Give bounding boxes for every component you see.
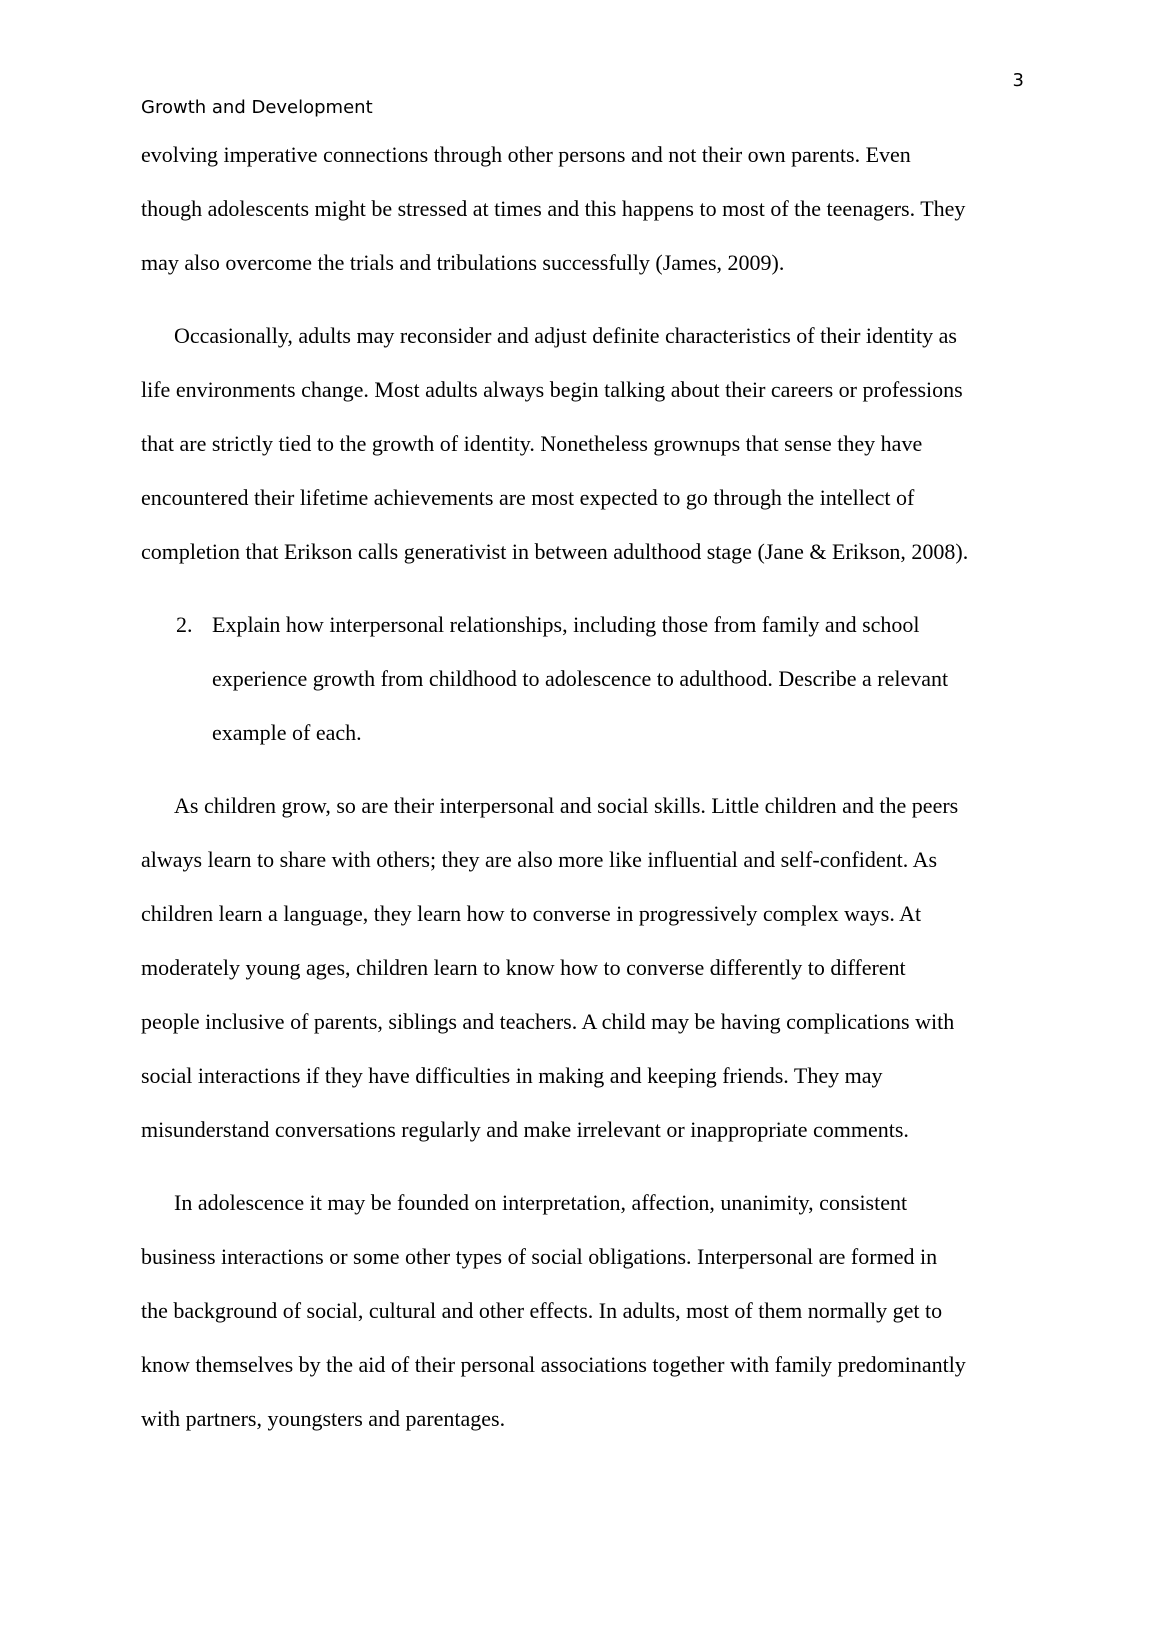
text-line: know themselves by the aid of their personal associations together with family predominantly xyxy=(141,1352,966,1377)
paragraph-adult-identity xyxy=(141,309,1031,579)
paragraph-continuation xyxy=(141,128,1031,290)
question-line: example of each. xyxy=(212,720,362,745)
text-line: In adolescence it may be founded on interpretation, affection, unanimity, consistent xyxy=(174,1190,908,1215)
paragraph-adolescence xyxy=(141,1176,1031,1446)
text-line: people inclusive of parents, siblings and teachers. A child may be having complications with xyxy=(141,1009,955,1034)
running-head: Growth and Development xyxy=(141,97,373,118)
text-line: social interactions if they have difficulties in making and keeping friends. They may xyxy=(141,1063,883,1088)
text-line: Occasionally, adults may reconsider and adjust definite characteristics of their identity as xyxy=(174,323,957,348)
text-line: evolving imperative connections through other persons and not their own parents. Even xyxy=(141,142,911,167)
question-line: experience growth from childhood to adolescence to adulthood. Describe a relevant xyxy=(212,666,949,691)
text-line: though adolescents might be stressed at times and this happens to most of the teenagers. They xyxy=(141,196,966,221)
numbered-question xyxy=(141,598,1031,760)
text-line: the background of social, cultural and other effects. In adults, most of them normally get to xyxy=(141,1298,943,1323)
paragraph-childhood xyxy=(141,779,1031,1157)
text-line: completion that Erikson calls generativist in between adulthood stage (Jane & Erikson, 2008). xyxy=(141,539,969,564)
text-line: moderately young ages, children learn to know how to converse differently to different xyxy=(141,955,906,980)
text-line: encountered their lifetime achievements are most expected to go through the intellect of xyxy=(141,485,915,510)
text-line: may also overcome the trials and tribulations successfully (James, 2009). xyxy=(141,250,785,275)
text-line: that are strictly tied to the growth of identity. Nonetheless grownups that sense they have xyxy=(141,431,923,456)
text-line: business interactions or some other types of social obligations. Interpersonal are formed in xyxy=(141,1244,938,1269)
text-line: life environments change. Most adults always begin talking about their careers or professions xyxy=(141,377,963,402)
text-line: children learn a language, they learn how to converse in progressively complex ways. At xyxy=(141,901,922,926)
text-line: with partners, youngsters and parentages. xyxy=(141,1406,506,1431)
text-line: As children grow, so are their interpersonal and social skills. Little children and the peers xyxy=(174,793,959,818)
text-line: always learn to share with others; they are also more like influential and self-confident. As xyxy=(141,847,938,872)
page-number: 3 xyxy=(1012,70,1024,91)
question-number: 2. xyxy=(176,612,193,637)
document-body xyxy=(141,128,1031,1465)
text-line: misunderstand conversations regularly and make irrelevant or inappropriate comments. xyxy=(141,1117,909,1142)
question-line: Explain how interpersonal relationships, including those from family and school xyxy=(212,612,920,637)
